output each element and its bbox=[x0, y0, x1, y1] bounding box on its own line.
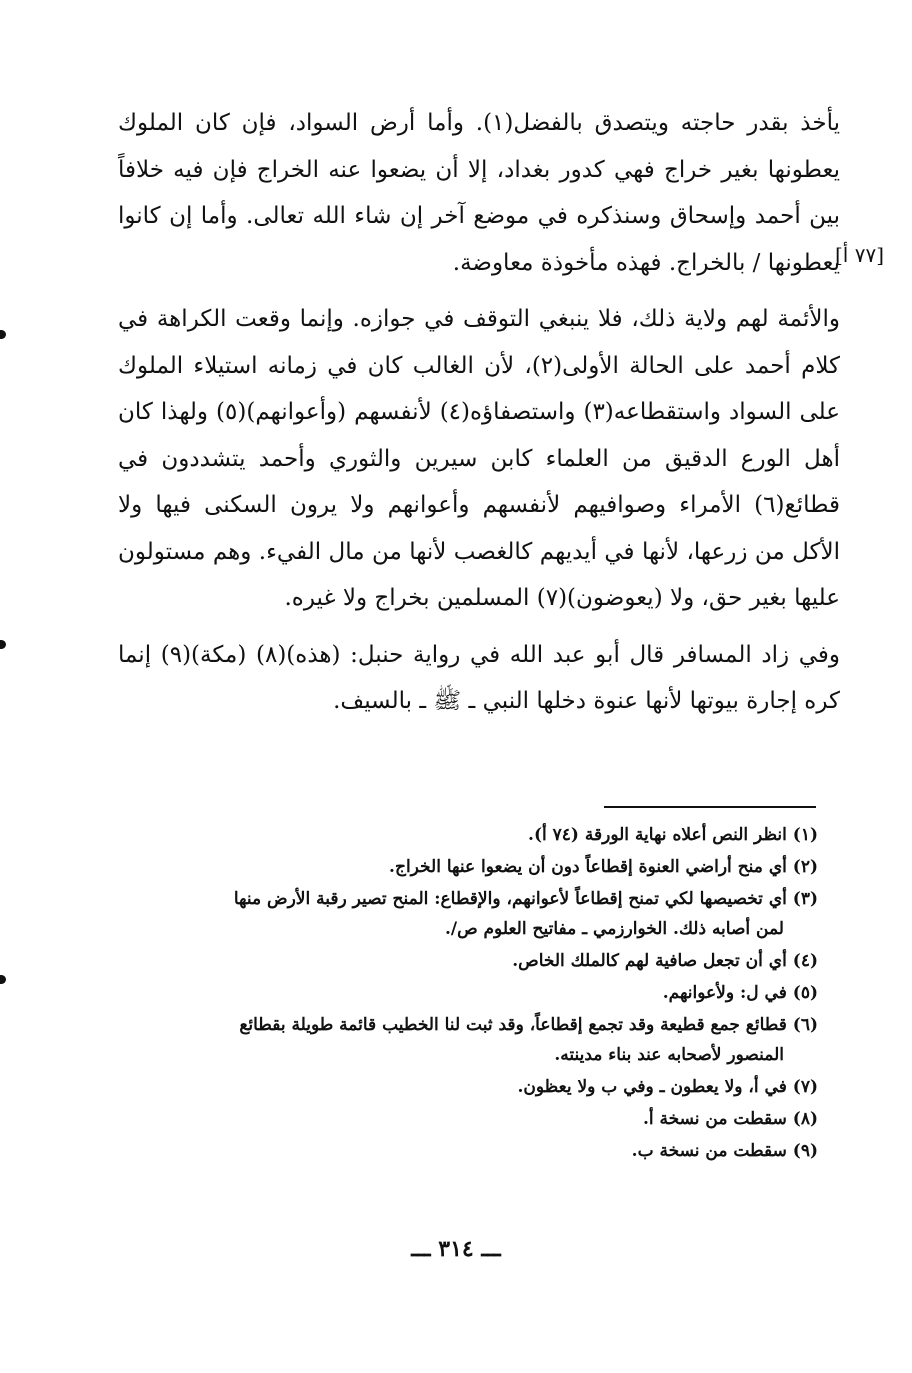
footnote bbox=[110, 852, 818, 882]
main-text bbox=[118, 100, 840, 725]
manuscript-folio-reference: [٧٧ أ] bbox=[835, 243, 885, 267]
footnote-text: (٢) أي منح أراضي العنوة إقطاعاً دون أن يضعوا عنها الخراج. bbox=[389, 857, 818, 877]
footnote-text: (٣) أي تخصيصها لكي تمنح إقطاعاً لأعوانهم، والإقطاع: المنح تصير رقبة الأرض منها bbox=[233, 889, 818, 909]
footnote bbox=[110, 1104, 818, 1134]
footnotes bbox=[110, 820, 818, 1168]
binding-hole-mark bbox=[0, 975, 6, 984]
paragraph: يأخذ بقدر حاجته ويتصدق بالفضل(١). وأما أرض السواد، فإن كان الملوك يعطونها بغير خراج فهي كدور بغداد، إلا أن يضعوا عنه الخراج فإن فيه خلافاً بين أحمد وإسحاق وسنذكره في موضع آخر إن شاء الله تعالى. وأما إن كانوا يعطونها / بالخراج. فهذه مأخوذة معاوضة. bbox=[118, 110, 840, 276]
footnote bbox=[110, 820, 818, 850]
footnote bbox=[110, 978, 818, 1008]
paragraph: والأئمة لهم ولاية ذلك، فلا ينبغي التوقف في جوازه. وإنما وقعت الكراهة في كلام أحمد على الحالة الأولى(٢)، لأن الغالب كان في زمانه استيلاء الملوك على السواد واستقطاعه(٣) واستصفاؤه(٤) لأنفسهم (وأعوانهم)(٥) ولهذا كان أهل الورع الدقيق من العلماء كابن سيرين والثوري وأحمد يتشددون في قطائع(٦) الأمراء وصوافيهم لأنفسهم وأعوانهم ولا يرون السكنى فيها ولا الأكل من زرعها، لأنها في أيديهم كالغصب لأنها من مال الفيء. وهم مستولون عليها بغير حق، ولا (يعوضون)(٧) المسلمين بخراج ولا غيره. bbox=[118, 306, 840, 611]
footnote bbox=[110, 946, 818, 976]
binding-hole-mark bbox=[0, 330, 6, 339]
binding-hole-mark bbox=[0, 640, 6, 649]
footnote bbox=[110, 1136, 818, 1166]
page-number: ـــ ٣١٤ ـــ bbox=[411, 1236, 501, 1262]
footnote-text: (٨) سقطت من نسخة أ. bbox=[642, 1109, 818, 1129]
footnote-text: (٩) سقطت من نسخة ب. bbox=[631, 1141, 818, 1161]
footnote-continuation: لمن أصابه ذلك. الخوارزمي ـ مفاتيح العلوم ص/. bbox=[444, 919, 784, 939]
footnote-separator bbox=[604, 806, 816, 808]
footnote bbox=[110, 1010, 818, 1070]
footnote-text: (١) انظر النص أعلاه نهاية الورقة (٧٤ أ). bbox=[528, 825, 818, 845]
footnote bbox=[110, 884, 818, 944]
footnote-text: (٦) قطائع جمع قطيعة وقد تجمع إقطاعاً، وقد ثبت لنا الخطيب قائمة طويلة بقطائع bbox=[239, 1015, 818, 1035]
paragraph: وفي زاد المسافر قال أبو عبد الله في رواية حنبل: (هذه)(٨) (مكة)(٩) إنما كره إجارة بيوتها لأنها عنوة دخلها النبي ـ ﷺ ـ بالسيف. bbox=[118, 641, 841, 714]
footnote bbox=[110, 1072, 818, 1102]
footnote-text: (٥) في ل: ولأعوانهم. bbox=[662, 983, 818, 1003]
footnote-continuation: المنصور لأصحابه عند بناء مدينته. bbox=[554, 1045, 784, 1065]
footnote-text: (٧) في أ، ولا يعطون ـ وفي ب ولا يعظون. bbox=[517, 1077, 818, 1097]
footnote-text: (٤) أي أن تجعل صافية لهم كالملك الخاص. bbox=[512, 951, 818, 971]
